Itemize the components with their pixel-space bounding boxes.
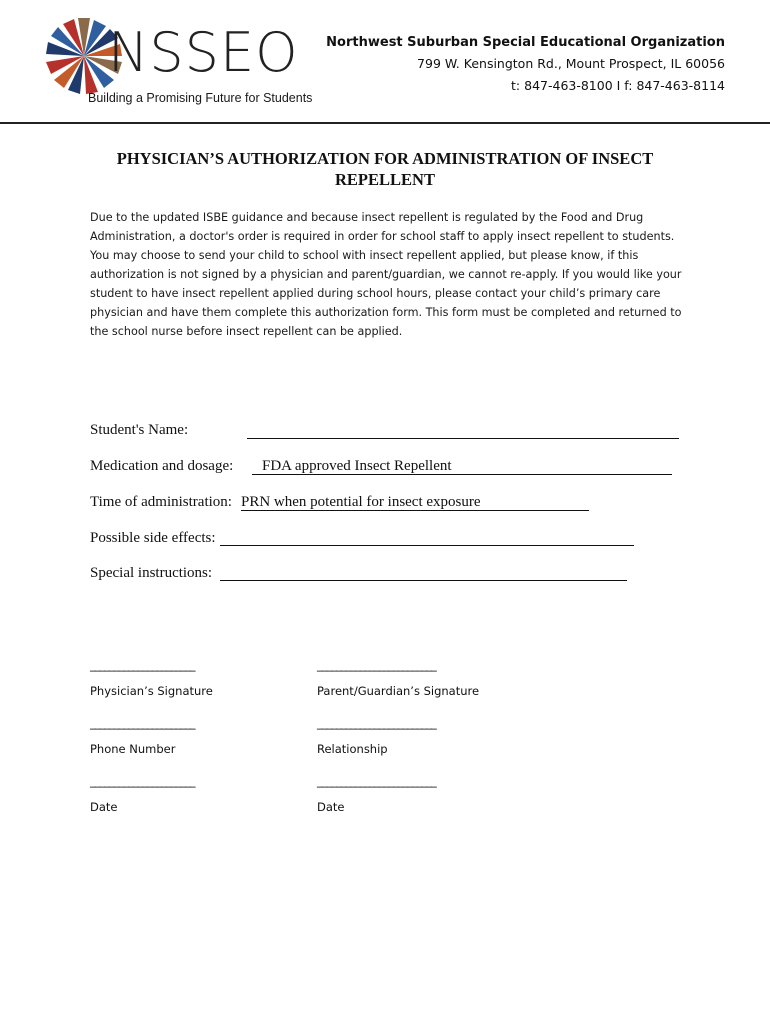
physician-date-field[interactable]: ______________________: [90, 774, 195, 788]
relationship-label: Relationship: [317, 742, 388, 756]
physician-signature-field[interactable]: ______________________: [90, 658, 195, 672]
parent-signature-label: Parent/Guardian’s Signature: [317, 684, 480, 698]
relationship-field[interactable]: _________________________: [317, 716, 436, 730]
medication-row: [90, 458, 233, 475]
side-effects-field[interactable]: [220, 545, 634, 546]
organization-phone-fax: t: 847-463-8100 I f: 847-463-8114: [511, 78, 725, 93]
organization-address: 799 W. Kensington Rd., Mount Prospect, IL 60056: [417, 56, 725, 71]
phone-number-label: Phone Number: [90, 742, 176, 756]
medication-value: FDA approved Insect Repellent: [262, 458, 452, 474]
physician-signature-label: Physician’s Signature: [90, 684, 213, 698]
side-effects-label: Possible side effects:: [90, 530, 216, 546]
logo-wordmark: NSSEO: [108, 21, 299, 84]
time-value: PRN when potential for insect exposure: [241, 494, 481, 510]
student-name-label: Student's Name:: [90, 422, 189, 438]
header-divider: [0, 122, 770, 124]
special-instructions-field[interactable]: [220, 580, 627, 581]
time-label: Time of administration:: [90, 494, 232, 510]
parent-date-label: Date: [317, 800, 345, 814]
parent-signature-field[interactable]: _________________________: [317, 658, 436, 672]
medication-label: Medication and dosage:: [90, 458, 234, 474]
intro-paragraph: Due to the updated ISBE guidance and because insect repellent is regulated by the Food and Drug Administration, a doctor's order is required in order for school staff to apply insect repellent to students. You may choose to send your child to school with insect repellent applied, but please know, if this authorization is not signed by a physician and parent/guardian, we cannot re-apply. If you would like your student to have insect repellent applied during school hours, please contact your child’s primary care physician and have them complete this authorization form. This form must be completed and returned to the school nurse before insect repellent can be applied.: [90, 211, 682, 338]
form-title: PHYSICIAN’S AUTHORIZATION FOR ADMINISTRATION OF INSECT REPELLENT: [116, 149, 654, 189]
special-instructions-label: Special instructions:: [90, 565, 213, 581]
physician-date-label: Date: [90, 800, 118, 814]
student-name-field[interactable]: [247, 438, 679, 439]
phone-number-field[interactable]: ______________________: [90, 716, 195, 730]
organization-name: Northwest Suburban Special Educational Organization: [326, 35, 725, 50]
logo-tagline: Building a Promising Future for Students: [88, 91, 313, 105]
parent-date-field[interactable]: _________________________: [317, 774, 436, 788]
